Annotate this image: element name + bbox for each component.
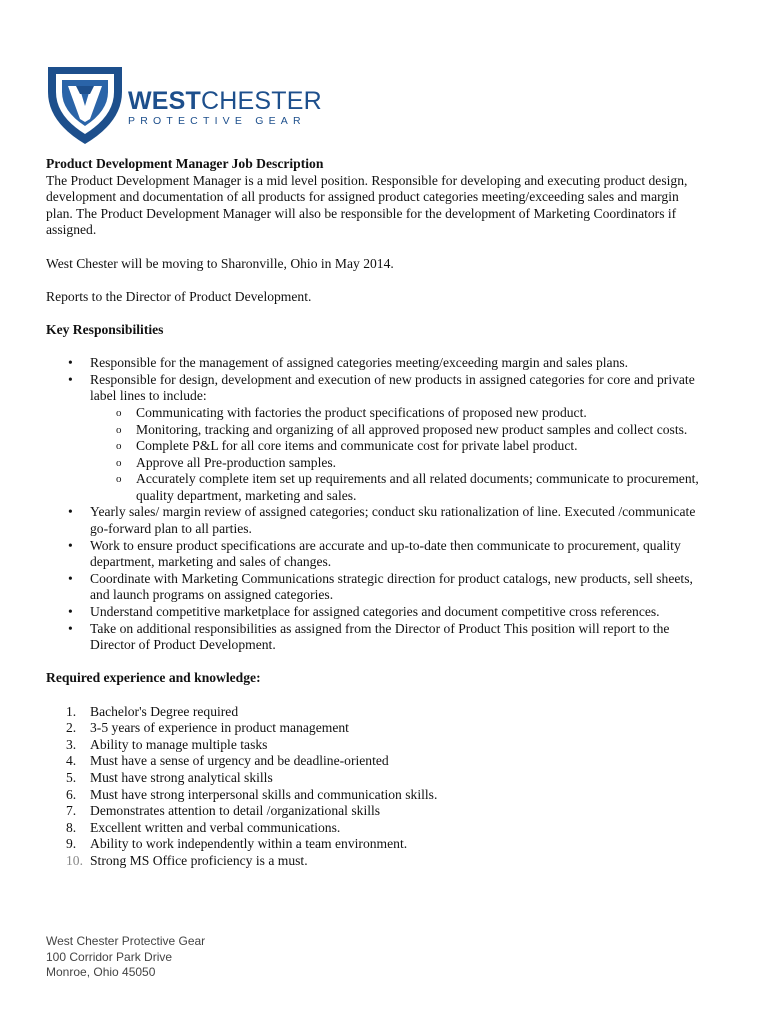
- list-item: • Responsible for design, development and execution of new products in assigned categories for core and private label lines to include: o Communicating with factories the product specifications of proposed new product. o Monitoring, tracking and organizing of all approved proposed new product samples and collect costs. o Complete P&L for all core items and communicate cost for private label product. o Approve all Pre-production samples. o Accurately complete item set up requirements and all related documents; communicate to procurement, quality department, marketing and sales.: [46, 372, 706, 505]
- bullet-icon: •: [68, 371, 73, 387]
- sub-bullet-icon: o: [116, 406, 122, 419]
- company-logo: [46, 64, 322, 146]
- item-number: 9.: [66, 836, 77, 852]
- list-item: 6. Must have strong interpersonal skills and communication skills.: [66, 786, 438, 802]
- bullet-icon: •: [68, 620, 73, 636]
- list-item: 10. Strong MS Office proficiency is a must.: [66, 852, 308, 868]
- list-item: 5. Must have strong analytical skills: [66, 769, 273, 785]
- bullet-icon: •: [68, 504, 73, 520]
- item-number: 6.: [66, 786, 77, 802]
- item-number: 8.: [66, 819, 77, 835]
- bullet-icon: •: [68, 537, 73, 553]
- list-item: 3. Ability to manage multiple tasks: [66, 736, 268, 752]
- list-item: • Work to ensure product specifications are accurate and up-to-date then communicate to procurement, quality department, marketing and sales of changes.: [68, 537, 681, 570]
- logo-wordmark: WESTCHESTER: [128, 87, 322, 115]
- sub-bullet-icon: o: [116, 440, 122, 453]
- item-number: 4.: [66, 753, 77, 769]
- requirements-heading: Required experience and knowledge:: [46, 670, 261, 686]
- sub-list-item: o Approve all Pre-production samples.: [116, 454, 337, 470]
- list-item: 2. 3-5 years of experience in product management: [66, 720, 349, 736]
- bullet-icon: •: [68, 355, 73, 371]
- footer-city: Monroe, Ohio 45050: [46, 965, 156, 979]
- list-item: • Yearly sales/ margin review of assigned categories; conduct sku rationalization of line. Executed /communicate go-forward plan to all parties.: [68, 504, 696, 537]
- sub-list-item: o Communicating with factories the product specifications of proposed new product.: [116, 404, 587, 420]
- sub-list-item: o Monitoring, tracking and organizing of all approved proposed new product samples and collect costs.: [116, 421, 688, 437]
- list-item: • Understand competitive marketplace for assigned categories and document competitive cross references.: [68, 604, 660, 620]
- sub-list-item: o Complete P&L for all core items and communicate cost for private label product.: [116, 438, 578, 454]
- item-number: 7.: [66, 803, 77, 819]
- bullet-icon: •: [68, 604, 73, 620]
- list-item: 4. Must have a sense of urgency and be deadline-oriented: [66, 753, 389, 769]
- item-number: 2.: [66, 720, 77, 736]
- sub-list-item: o Accurately complete item set up requirements and all related documents; communicate to procurement, quality department, marketing and sales.: [116, 471, 699, 503]
- list-item: 1. Bachelor's Degree required: [66, 703, 239, 719]
- job-description: [46, 156, 706, 870]
- sub-bullet-icon: o: [116, 473, 122, 486]
- page-title: Product Development Manager Job Description: [46, 156, 324, 171]
- list-item: • Coordinate with Marketing Communications strategic direction for product catalogs, new products, sell sheets, and launch programs on assigned categories.: [68, 570, 693, 603]
- footer-company: West Chester Protective Gear: [46, 934, 206, 948]
- list-item: 9. Ability to work independently within a team environment.: [66, 836, 408, 852]
- relocation-note: West Chester will be moving to Sharonville, Ohio in May 2014.: [46, 255, 394, 271]
- footer-street: 100 Corridor Park Drive: [46, 949, 173, 964]
- sub-responsibilities-list: [90, 405, 706, 505]
- item-number: 5.: [66, 769, 77, 785]
- key-responsibilities-heading: Key Responsibilities: [46, 321, 164, 337]
- requirements-list: [46, 704, 706, 870]
- bullet-icon: •: [68, 570, 73, 586]
- footer-address: [46, 934, 205, 981]
- list-item: • Take on additional responsibilities as assigned from the Director of Product This position will report to the Director of Product Development.: [68, 620, 670, 653]
- item-number: 3.: [66, 736, 77, 752]
- list-item: 7. Demonstrates attention to detail /organizational skills: [66, 803, 381, 819]
- list-item: 8. Excellent written and verbal communications.: [66, 819, 341, 835]
- reports-to: Reports to the Director of Product Development.: [46, 288, 312, 304]
- logo-tagline: PROTECTIVE GEAR: [128, 115, 306, 127]
- intro-paragraph: The Product Development Manager is a mid level position. Responsible for developing and executing product design, development and documentation of all products for assigned product categories meeting/exceeding sales and margin plan. The Product Development Manager will also be responsible for the development of Marketing Coordinators if assigned.: [46, 172, 688, 238]
- sub-bullet-icon: o: [116, 423, 122, 436]
- list-item: • Responsible for the management of assigned categories meeting/exceeding margin and sales plans.: [68, 355, 629, 371]
- item-number: 10.: [66, 852, 83, 868]
- shield-logo-icon: [46, 64, 124, 146]
- item-number: 1.: [66, 703, 77, 719]
- responsibilities-list: [46, 355, 706, 654]
- sub-bullet-icon: o: [116, 456, 122, 469]
